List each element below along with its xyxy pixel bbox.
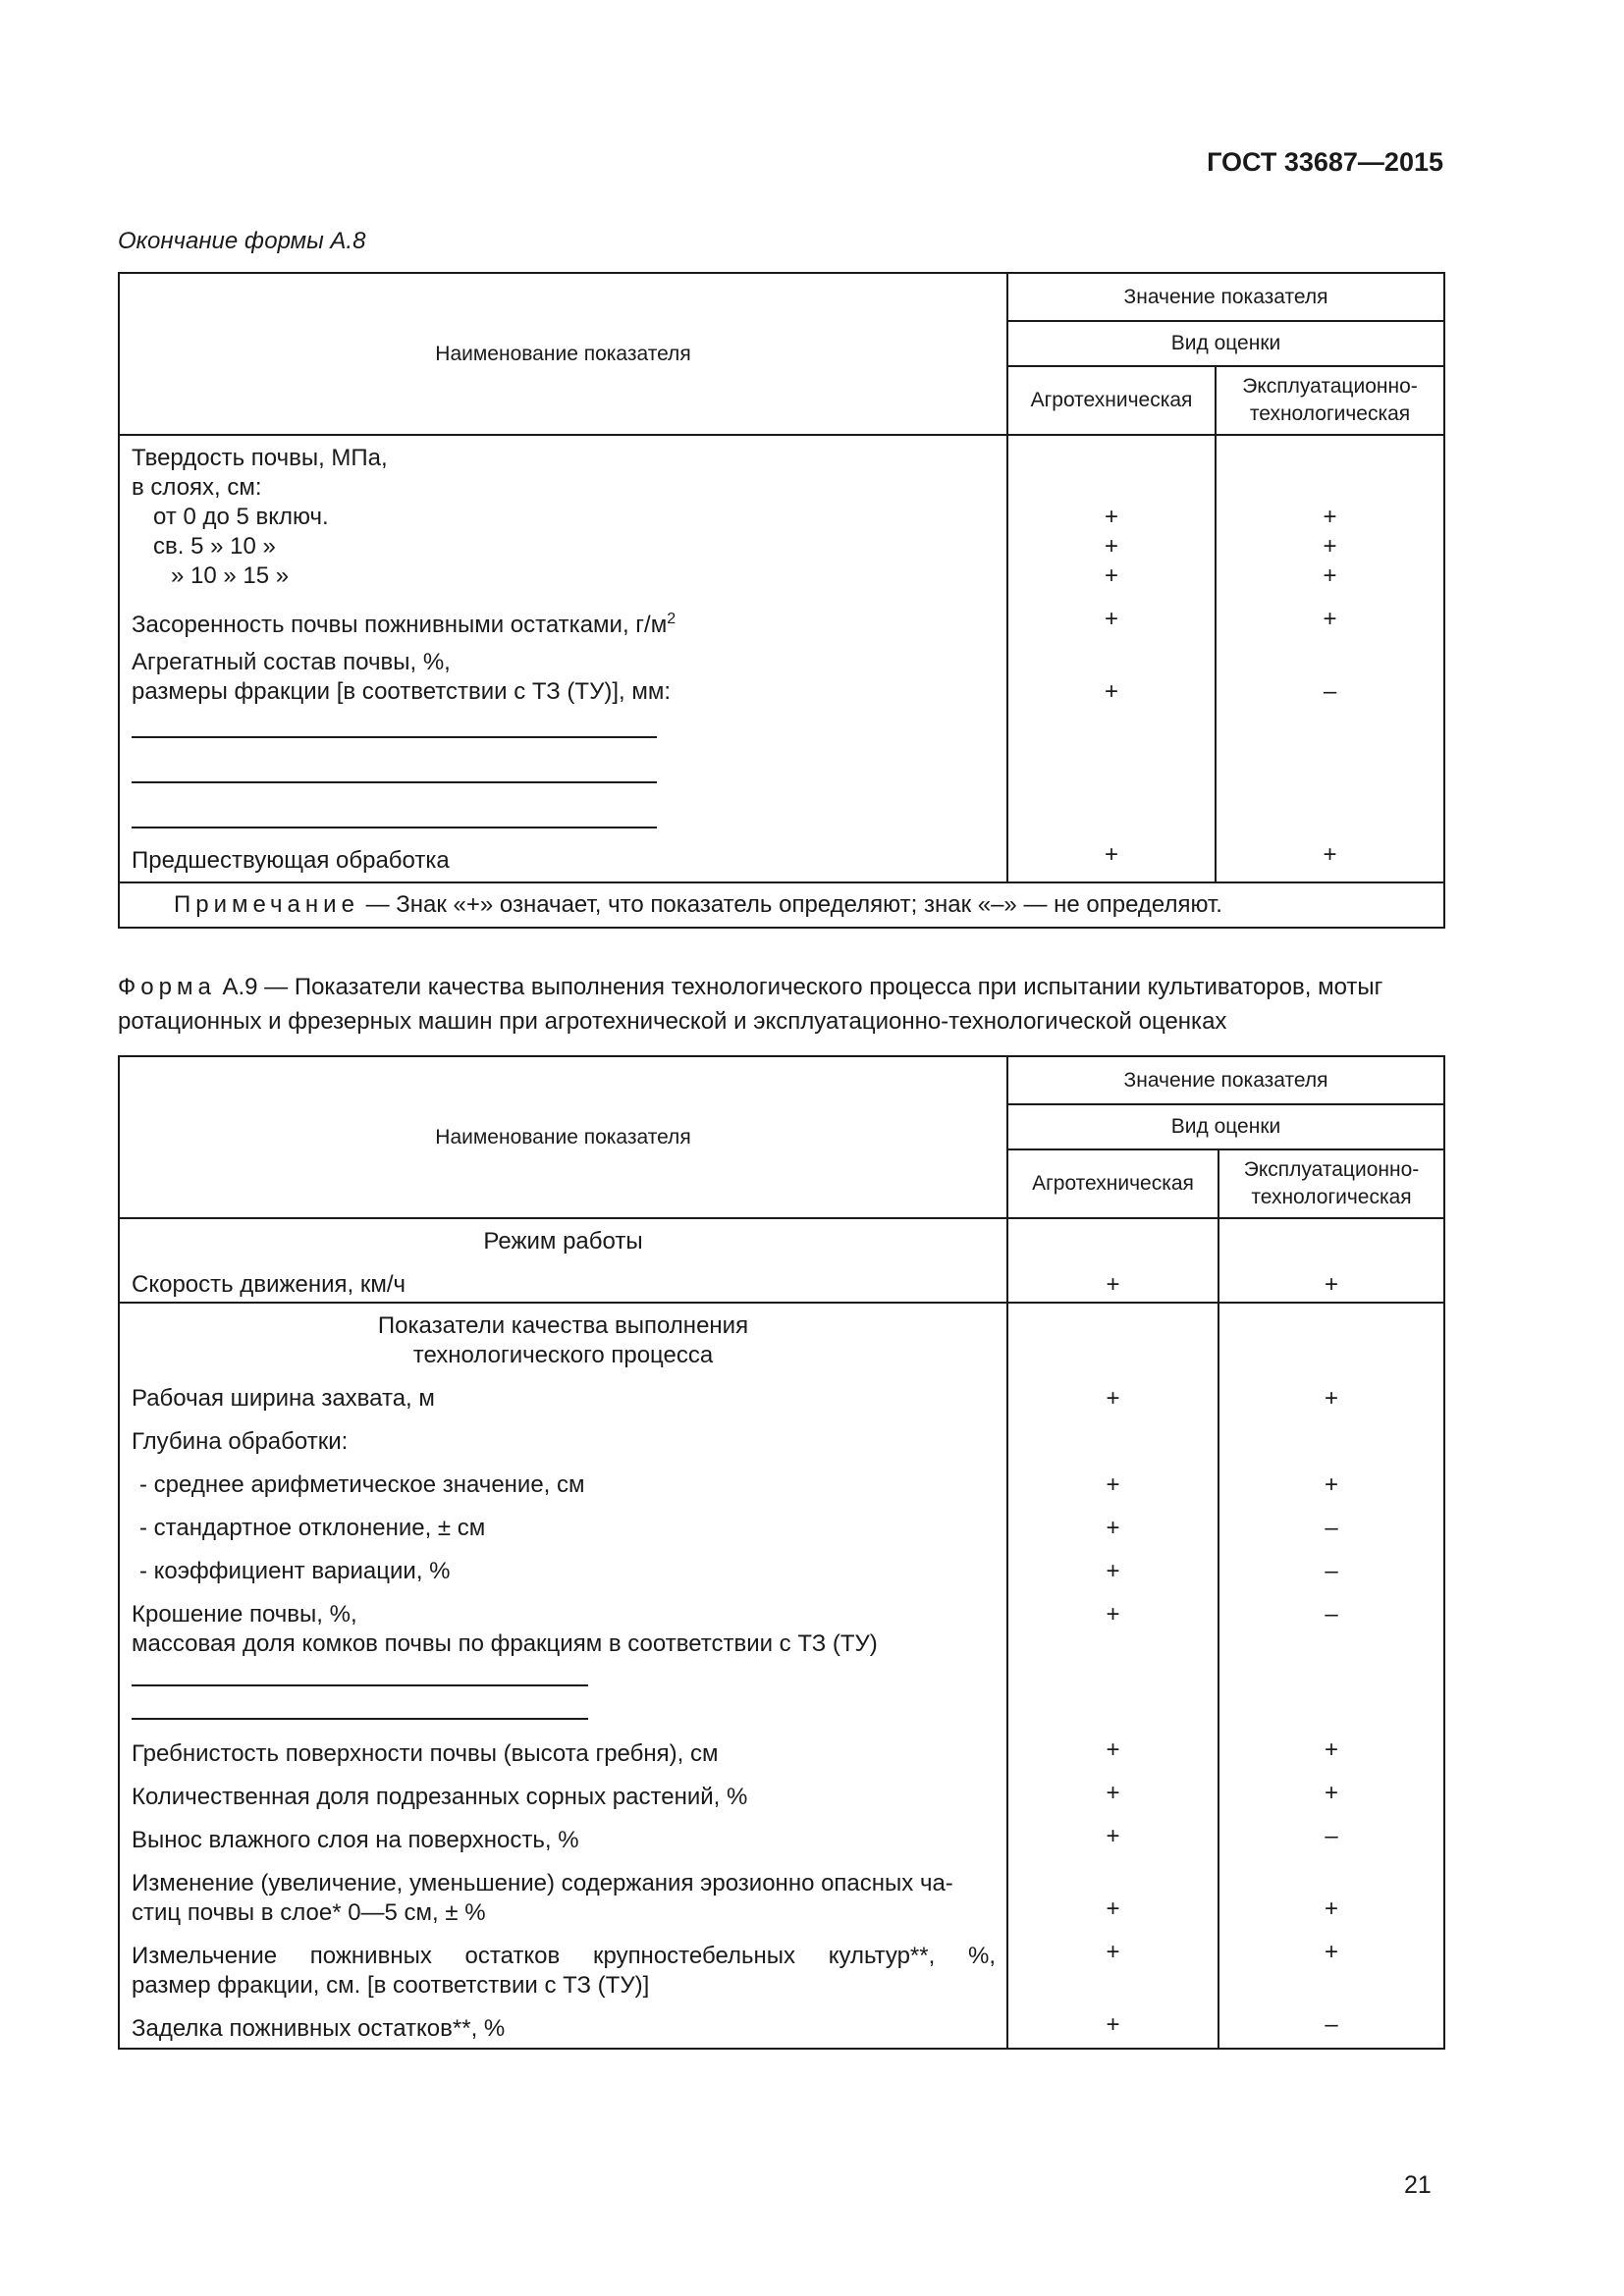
mark: + bbox=[1325, 1471, 1339, 1498]
mark: – bbox=[1325, 2011, 1338, 2038]
name-cell bbox=[119, 435, 1007, 882]
caption-label: Форма bbox=[118, 974, 216, 1000]
blank-line bbox=[132, 797, 657, 828]
mark: + bbox=[1106, 1515, 1120, 1541]
agro-cell bbox=[1007, 435, 1216, 882]
mark: + bbox=[1106, 1558, 1120, 1584]
row-text: Изменение (увеличение, уменьшение) содержания эрозионно опасных ча- bbox=[132, 1870, 953, 1896]
mark: + bbox=[1104, 841, 1118, 868]
row-text: размеры фракции [в соответствии с ТЗ (ТУ)], мм: bbox=[132, 678, 671, 705]
expl-cell bbox=[1216, 435, 1444, 882]
row-text: Крошение почвы, %, bbox=[132, 1601, 357, 1628]
row-text-sup: 2 bbox=[667, 611, 677, 627]
mark: + bbox=[1106, 1271, 1120, 1298]
col-header-expl-line2: технологическая bbox=[1249, 402, 1411, 425]
col-header-value: Значение показателя bbox=[1007, 1056, 1444, 1104]
mark: + bbox=[1106, 1823, 1120, 1849]
col-header-name: Наименование показателя bbox=[119, 273, 1007, 435]
note-label: Примечание bbox=[174, 891, 359, 918]
table-form-a8 bbox=[118, 272, 1445, 929]
col-header-expl-line1: Эксплуатационно- bbox=[1242, 375, 1418, 398]
mark: + bbox=[1104, 678, 1118, 705]
mark: – bbox=[1325, 1558, 1338, 1584]
mark: – bbox=[1323, 678, 1337, 705]
row-text: Вынос влажного слоя на поверхность, % bbox=[132, 1827, 579, 1853]
section-title-line2: технологического процесса bbox=[412, 1342, 714, 1368]
mark: + bbox=[1323, 533, 1337, 560]
row-text: Гребнистость поверхности почвы (высота гребня), см bbox=[132, 1740, 719, 1767]
table1-caption: Окончание формы А.8 bbox=[118, 228, 366, 254]
caption-text: А.9 — Показатели качества выполнения технологического процесса при испытании культиваторов, мотыг ротационных и фрезерных машин при агротехнической и эксплуатационно-технологической оценках bbox=[118, 974, 1383, 1035]
row-text: - стандартное отклонение, ± см bbox=[139, 1515, 486, 1541]
blank-line bbox=[132, 1692, 588, 1720]
col-header-expl bbox=[1218, 1149, 1444, 1218]
table-row bbox=[119, 435, 1444, 882]
mark: + bbox=[1106, 1385, 1120, 1412]
mark bbox=[1219, 1427, 1443, 1457]
mark: + bbox=[1104, 562, 1118, 589]
mark: + bbox=[1104, 533, 1118, 560]
row-text: Скорость движения, км/ч bbox=[132, 1271, 406, 1298]
row-text: в слоях, см: bbox=[132, 474, 262, 501]
blank-line bbox=[132, 707, 657, 738]
table-section bbox=[119, 1303, 1444, 2049]
row-text: Предшествующая обработка bbox=[132, 847, 450, 874]
page-number: 21 bbox=[1404, 2171, 1432, 2199]
row-text: размер фракции, см. [в соответствии с ТЗ (ТУ)] bbox=[132, 1972, 650, 1999]
mark: + bbox=[1325, 1736, 1339, 1763]
blank-line bbox=[132, 752, 657, 783]
mark: + bbox=[1106, 1471, 1120, 1498]
section-title-line1: Показатели качества выполнения bbox=[377, 1312, 749, 1339]
mark: + bbox=[1106, 1601, 1120, 1628]
row-text: стиц почвы в слое* 0—5 см, ± % bbox=[132, 1899, 486, 1926]
row-text: Агрегатный состав почвы, %, bbox=[132, 649, 451, 675]
mark: + bbox=[1106, 1780, 1120, 1806]
row-text: Глубина обработки: bbox=[132, 1428, 349, 1455]
col-header-name: Наименование показателя bbox=[119, 1056, 1007, 1218]
mark: + bbox=[1106, 2011, 1120, 2038]
row-text: массовая доля комков почвы по фракциям в соответствии с ТЗ (ТУ) bbox=[132, 1630, 878, 1657]
section-title: Режим работы bbox=[483, 1228, 643, 1255]
mark: + bbox=[1325, 1271, 1339, 1298]
mark: + bbox=[1106, 1736, 1120, 1763]
col-header-value: Значение показателя bbox=[1007, 273, 1444, 321]
mark: + bbox=[1104, 504, 1118, 530]
mark: – bbox=[1325, 1823, 1338, 1849]
table-form-a9 bbox=[118, 1055, 1445, 2050]
row-text: - коэффициент вариации, % bbox=[139, 1558, 451, 1584]
mark bbox=[1008, 1427, 1218, 1457]
row-text: Измельчение пожнивных остатков крупностебельных культур**, %, bbox=[132, 1943, 996, 1969]
standard-number: ГОСТ 33687—2015 bbox=[1207, 147, 1443, 177]
col-header-expl bbox=[1216, 366, 1444, 435]
mark: + bbox=[1325, 1939, 1339, 1965]
mark: + bbox=[1323, 504, 1337, 530]
table2-caption bbox=[118, 970, 1445, 1039]
mark: + bbox=[1323, 841, 1337, 868]
col-header-expl-line2: технологическая bbox=[1251, 1186, 1412, 1208]
row-text: Твердость почвы, МПа, bbox=[132, 445, 388, 471]
mark: + bbox=[1323, 606, 1337, 632]
mark: + bbox=[1325, 1780, 1339, 1806]
col-header-agro: Агротехническая bbox=[1007, 366, 1216, 435]
mark: + bbox=[1323, 562, 1337, 589]
mark: + bbox=[1106, 1896, 1120, 1922]
mark: – bbox=[1325, 1515, 1338, 1541]
row-text bbox=[120, 605, 1006, 638]
row-text: Количественная доля подрезанных сорных растений, % bbox=[132, 1784, 748, 1810]
row-text-main: Засоренность почвы пожнивными остатками, г/м bbox=[132, 612, 668, 638]
table-note bbox=[119, 882, 1444, 928]
row-text: - среднее арифметическое значение, см bbox=[139, 1471, 585, 1498]
mark: + bbox=[1106, 1939, 1120, 1965]
row-text: от 0 до 5 включ. bbox=[153, 504, 329, 530]
col-header-kind: Вид оценки bbox=[1007, 1104, 1444, 1149]
col-header-kind: Вид оценки bbox=[1007, 321, 1444, 366]
mark: – bbox=[1325, 1601, 1338, 1628]
mark: + bbox=[1325, 1385, 1339, 1412]
mark: + bbox=[1104, 606, 1118, 632]
row-text: Рабочая ширина захвата, м bbox=[132, 1385, 435, 1412]
table-section bbox=[119, 1218, 1444, 1303]
col-header-expl-line1: Эксплуатационно- bbox=[1243, 1158, 1420, 1181]
blank-line bbox=[132, 1659, 588, 1686]
mark: + bbox=[1325, 1896, 1339, 1922]
row-text: Заделка пожнивных остатков**, % bbox=[132, 2015, 506, 2042]
col-header-agro: Агротехническая bbox=[1007, 1149, 1218, 1218]
row-text: св. 5 » 10 » bbox=[153, 533, 276, 560]
note-text: — Знак «+» означает, что показатель определяют; знак «–» — не определяют. bbox=[358, 891, 1222, 918]
row-text: » 10 » 15 » bbox=[171, 562, 290, 589]
